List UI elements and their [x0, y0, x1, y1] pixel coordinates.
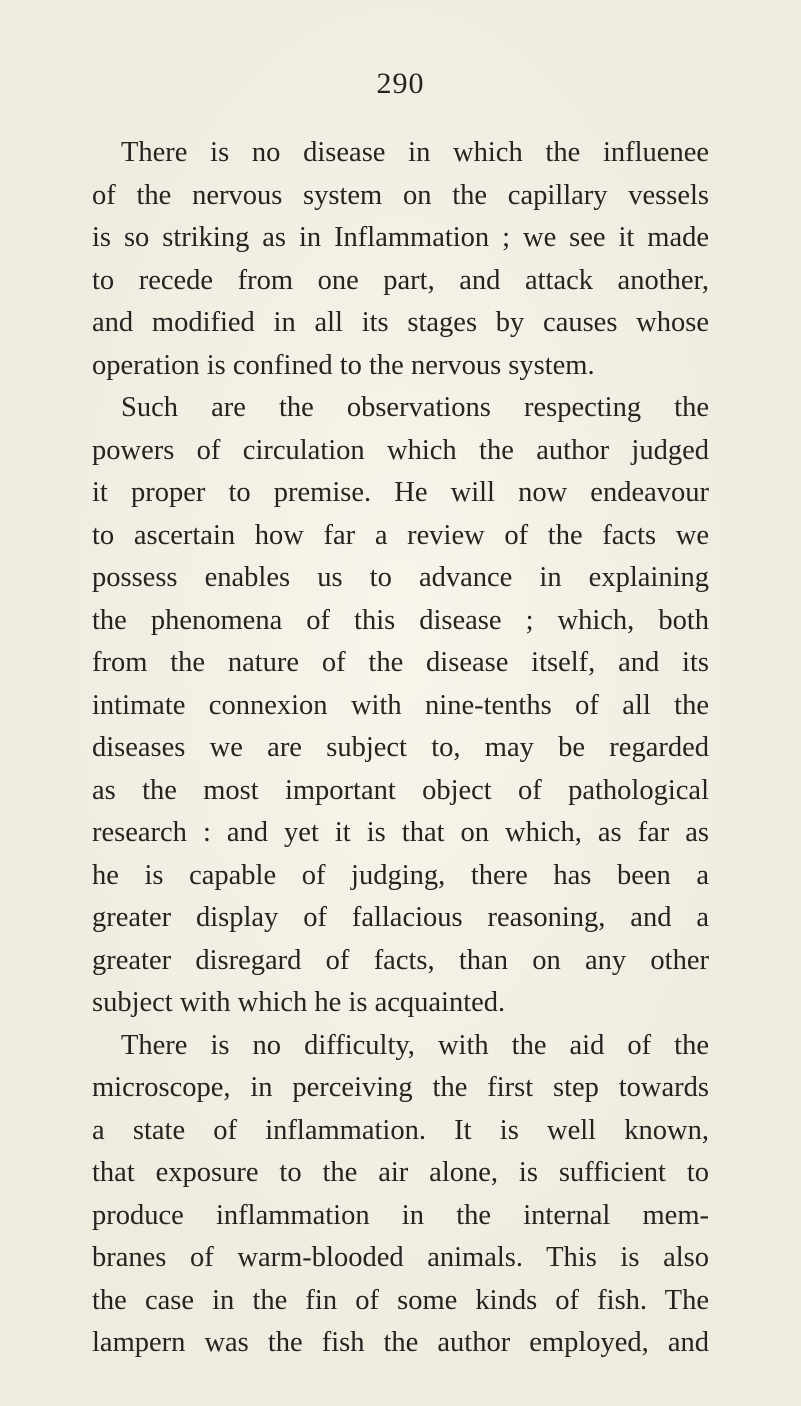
page-number: 290: [376, 67, 425, 100]
text-line: as the most important object of pathological: [92, 774, 709, 806]
text-line: and modified in all its stages by causes whose: [92, 307, 709, 338]
text-line: that exposure to the air alone, is sufficient to: [92, 1157, 709, 1188]
text-line: operation is confined to the nervous system.: [92, 349, 595, 381]
text-line: powers of circulation which the author judged: [92, 434, 709, 466]
text-line: lampern was the fish the author employed, and: [92, 1327, 709, 1358]
text-line: to ascertain how far a review of the facts we: [92, 519, 709, 551]
text-line: the case in the fin of some kinds of fish. The: [92, 1284, 709, 1316]
text-line: to recede from one part, and attack another,: [92, 264, 709, 296]
text-line: greater display of fallacious reasoning, and a: [92, 902, 709, 933]
text-line: Such are the observations respecting the: [121, 392, 709, 423]
text-line: greater disregard of facts, than on any other: [92, 944, 709, 976]
text-line: is so striking as in Inflammation ; we see it made: [92, 222, 709, 253]
text-line: the phenomena of this disease ; which, both: [92, 604, 709, 636]
text-line: a state of inflammation. It is well known,: [92, 1114, 709, 1146]
text-line: possess enables us to advance in explaining: [92, 562, 709, 593]
text-line: he is capable of judging, there has been a: [92, 859, 709, 891]
text-line: subject with which he is acquainted.: [92, 987, 506, 1018]
text-line: of the nervous system on the capillary vessels: [92, 179, 709, 211]
text-line: diseases we are subject to, may be regarded: [92, 732, 709, 763]
text-line: microscope, in perceiving the first step towards: [92, 1072, 709, 1103]
text-line: intimate connexion with nine-tenths of all the: [92, 689, 709, 721]
text-line: research : and yet it is that on which, as far as: [92, 817, 709, 848]
body-text: [92, 132, 709, 1365]
text-line: produce inflammation in the internal mem-: [92, 1199, 709, 1231]
text-line: branes of warm-blooded animals. This is also: [92, 1242, 709, 1273]
text-line: There is no disease in which the influenee: [121, 137, 709, 168]
text-line: There is no difficulty, with the aid of the: [121, 1029, 709, 1061]
text-line: it proper to premise. He will now endeavour: [92, 477, 709, 508]
text-line: from the nature of the disease itself, and its: [92, 647, 709, 678]
